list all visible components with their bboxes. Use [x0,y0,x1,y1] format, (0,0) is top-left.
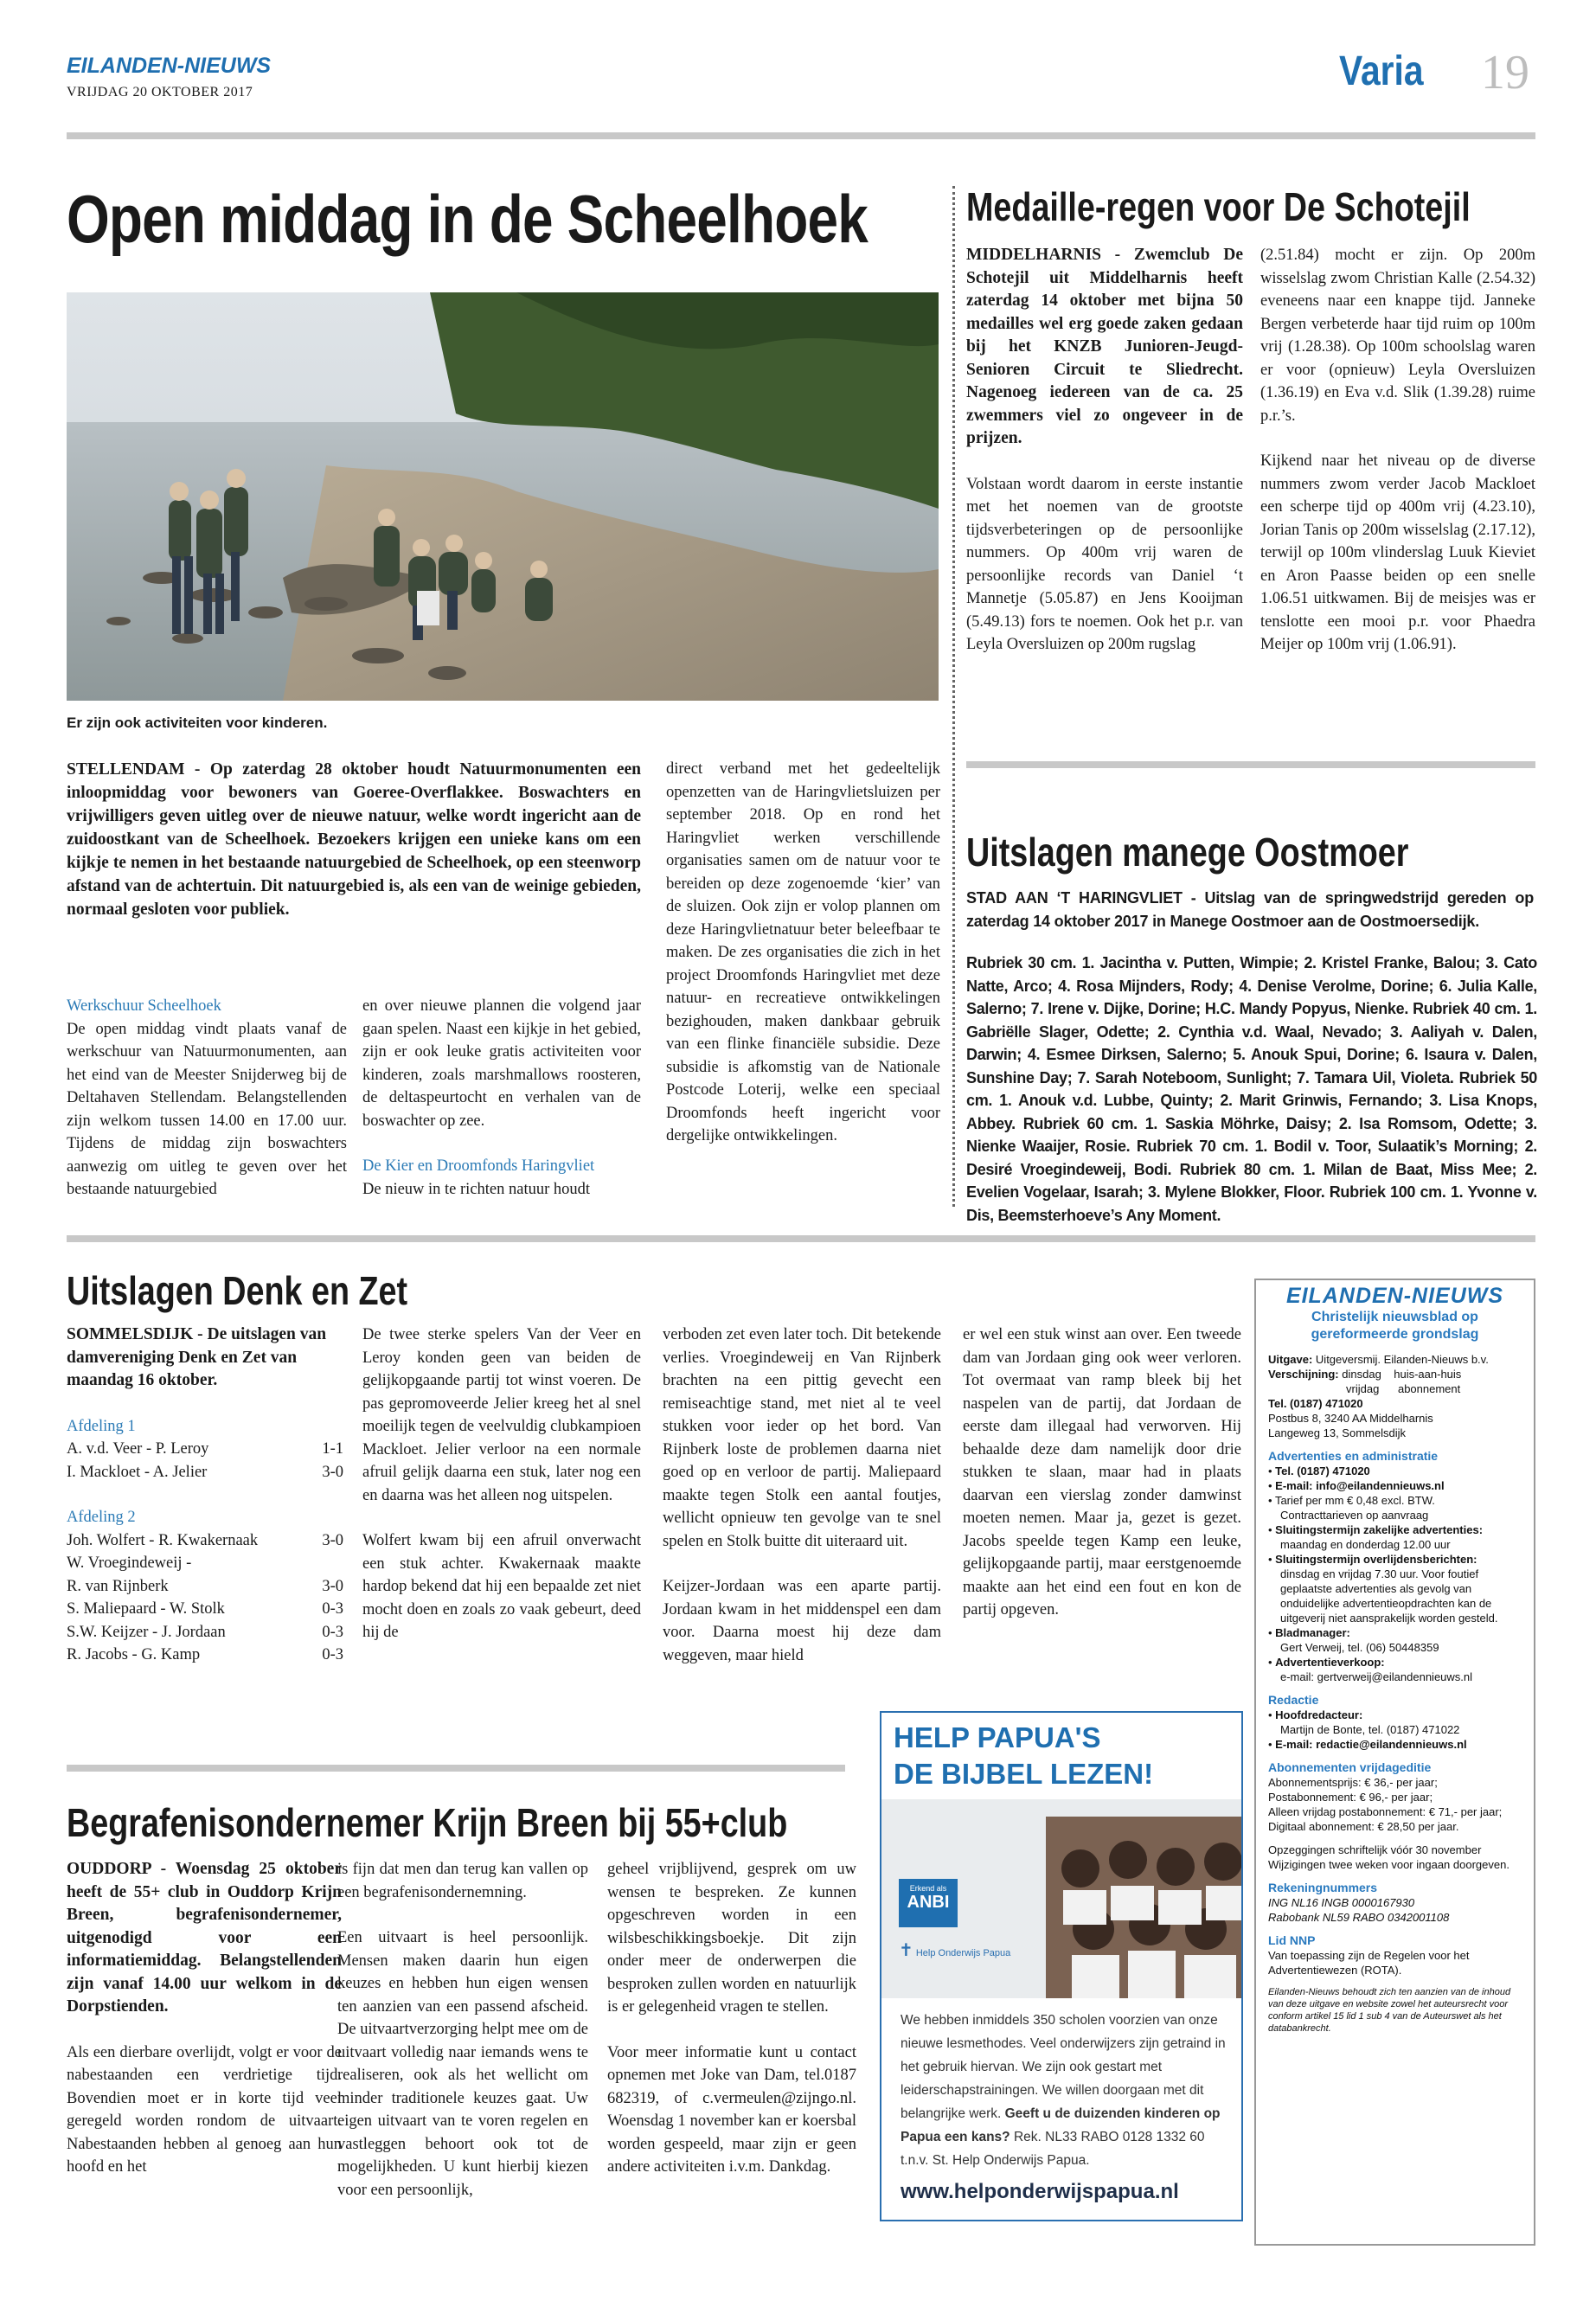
middle-rule [67,1235,1535,1242]
colophon-nnp: Van toepassing zijn de Regelen voor het Advertentiewezen (ROTA). [1268,1949,1470,1977]
article1-col2b-text: De nieuw in te richten natuur houdt [362,1180,591,1198]
colophon-adv4b: maandag en donderdag 12.00 uur [1280,1538,1451,1551]
colophon-adv4: • Sluitingstermijn zakelijke advertenties: [1268,1523,1484,1536]
article4-c2p2: Wolfert kwam bij een afruil onverwacht een stuk achter. Kwakernaak maakte hardop bekend dat hij een bepaalde zet niet mocht doen en zoals zo vaak gebeurt, deed hij de [362,1532,641,1641]
column-divider [952,186,955,1207]
colophon-red2: • E-mail: redactie@eilandennieuws.nl [1268,1738,1467,1751]
colophon-abo1: Abonnementsprijs: € 36,- per jaar; [1268,1776,1438,1789]
article3-headline: Uitslagen manege Oostmoer [966,830,1409,875]
section-title: Varia [1339,48,1424,94]
article5-col1 [67,1858,342,2179]
colophon-h-red: Redactie [1268,1693,1319,1707]
colophon-adv3b: Contracttarieven op aanvraag [1280,1509,1429,1522]
help-onderwijs-papua-logo: ✝ Help Onderwijs Papua [899,1941,1011,1960]
colophon-abo5: Opzeggingen schriftelijk vóór 30 november [1268,1843,1482,1856]
colophon-uitgave: Uitgave: Uitgeversmij. Eilanden-Nieuws b.v. [1268,1353,1489,1366]
article1-col2 [362,995,641,1201]
colophon-rek1: ING NL16 INGB 0000167930 [1268,1896,1415,1909]
table-row: S. Maliepaard - W. Stolk 0-3 [67,1600,343,1618]
page-number: 19 [1481,46,1529,99]
colophon-red1b: Martijn de Bonte, tel. (0187) 471022 [1280,1723,1460,1736]
article3-body: Rubriek 30 cm. 1. Jacintha v. Putten, Wimpie; 2. Kristel Franke, Balou; 3. Cato Natte, Arco; 4. Rosa Mijnders, Rody; 4. Denise Verolme, Dorine; 6. Julia Kalle, Salerno; 7. Irene v. Dijke, Dorine; H.C. Mandy Popyus, Nienke. Rubriek 40 cm. 1. Gabriëlle Slager, Odette; 2. Cynthia v.d. Waal, Nevado; 3. Aaliyah v. Dalen, Darwin; 4. Esmee Dirksen, Salerno; 5. Anouk Spui, Dorine; 6. Isaura v. Dalen, Sunshine Day; 7. Sarah Noteboom, Sunlight; 7. Tamara Uil, Violeta. Rubriek 50 cm. 1. Anouk v.d. Lubbe, Quinty; 2. Marit Grinwis, Fernando; 3. Lisa Knops, Abbey. Rubriek 60 cm. 1. Saskia Möhrke, Daisy; 2. Isa Romsom, Odette; 3. Nienke Waaijer, Rosie. Rubriek 70 cm. 1. Bodil v. Toor, Sulaatik’s Morning; 2. Desiré Vroegindeweij, Bodi. Rubriek 80 cm. 1. Milan de Baat, Miss Mee; 2. Evelien Vogelaar, Isarah; 3. Mylene Blokker, Floor. Rubriek 100 cm. 1. Yvonne v. Dis, Beemsterhoeve’s Any Moment. [966,954,1537,1224]
top-rule [67,132,1535,139]
article5-c3p2: Voor meer informatie kunt u contact opnemen met Joke van Dam, tel.0187 682319, of c.vermeulen@zijngo.nl. Woensdag 1 november kan er koersbal worden gespeeld, maar zijn er geen andere activiteiten i.v.m. Dankdag. [607,2043,856,2176]
colophon-adv5: • Sluitingstermijn overlijdensberichten: [1268,1553,1477,1566]
article4-div1: Afdeling 1 [67,1417,136,1435]
colophon-adv6: • Bladmanager: [1268,1626,1350,1639]
article2-p2: (2.51.84) mocht er zijn. Op 200m wisselslag zwom Christian Kalle (2.54.32) eveneens naar een knappe tijd. Janneke Bergen verbeterde haar tijd ruim op 100m vrij (1.28.38). Op 100m schoolslag waren er voor (opnieuw) Leyla Oversluizen (1.36.19) en Eva v.d. Slik (1.39.28) ruime p.r.’s. [1260,247,1535,425]
article5-col2 [337,1858,588,2202]
colophon-red1: • Hoofdredacteur: [1268,1708,1363,1721]
colophon-tel: Tel. (0187) 471020 [1268,1397,1363,1410]
article1-col1 [67,995,347,1202]
article5-c1p2: Als een dierbare overlijdt, volgt er voor de nabestaanden een verdrietige tijd. Bovendien moet er in korte tijd veel geregeld worden rondom de uitvaart. Nabestaanden hebben al genoeg aan hun hoofd en het [67,2043,342,2176]
article2-p3: Kijkend naar het niveau op de diverse nummers zwom verder Jacob Mackloet een scherpe tijd op 400m vrij (4.23.10), Jorian Tanis op 200m wisselslag (2.17.12), terwijl op 100m vlinderslag Luuk Kieviet en Aron Paasse beiden op een snelle 1.06.51 uitkwamen. Bij de meisjes was er tenslotte een mooi p.r. voor Phaedra Meijer op 100m vrij (1.06.91). [1260,452,1535,653]
colophon-h-rek: Rekeningnummers [1268,1881,1378,1894]
masthead-brand[interactable]: EILANDEN-NIEUWS [67,54,272,78]
colophon-adv3: • Tarief per mm € 0,48 excl. BTW. [1268,1494,1435,1507]
article3-rule [966,761,1535,768]
anbi-badge: Erkend als ANBI [899,1879,958,1927]
colophon-adv7: • Advertentieverkoop: [1268,1656,1385,1669]
colophon-adv2: • E-mail: info@eilandennieuws.nl [1268,1479,1445,1492]
article4-div2: Afdeling 2 [67,1509,136,1526]
article3-lead: STAD AAN ‘T HARINGVLIET - Uitslag van de springwedstrijd gereden op zaterdag 14 oktober 2017 in Manege Oostmoer aan de Oostmoersedijk. [966,889,1534,930]
table-row: R. Jacobs - G. Kamp 0-3 [67,1646,343,1663]
colophon-adres: Langeweg 13, Sommelsdijk [1268,1426,1406,1439]
article5-lead: OUDDORP - Woensdag 25 oktober heeft de 55+ club in Ouddorp Krijn Breen, begrafenisondernemer, uitgenodigd voor een informatiemiddag. Belangstellenden zijn vanaf 14.00 uur welkom in de Dorpstienden. [67,1860,342,2016]
article1-photo [67,292,939,701]
article1-subhead2: De Kier en Droomfonds Haringvliet [362,1157,595,1175]
table-row: R. van Rijnberk 3-0 [67,1577,343,1595]
colophon-abo4: Digitaal abonnement: € 28,50 per jaar. [1268,1820,1459,1833]
article4-c3p1: verboden zet even later toch. Dit betekende verlies. Vroegindeweij en Van Rijnberk brachten na een pittig gevecht een remiseachtige stand, met niet al te veel stukken voor ieder op het bord. Van Rijnberk loste de problemen daarna niet goed op en verloor de partij. Maliepaard maakte tegen Stolk een aantal foutjes, wellicht opnieuw ten gevolge van te snel spelen en Stolk buitte dit uiteraard uit. [663,1326,941,1550]
article5-headline: Begrafenisondernemer Krijn Breen bij 55+club [67,1800,788,1845]
photo-lake-scene [67,292,939,701]
ad-help-papua[interactable] [880,1711,1243,2221]
article4-headline: Uitslagen Denk en Zet [67,1268,408,1313]
article4-col3 [663,1324,941,1667]
colophon-adv5b: dinsdag en vrijdag 7.30 uur. Voor foutief geplaatste advertenties als gevolg van onduidelijke advertentieopdrachten kan de uitgeverij niet aansprakelijk worden gesteld. [1280,1567,1498,1625]
colophon-h-abo: Abonnementen vrijdageditie [1268,1760,1432,1774]
article1-headline: Open middag in de Scheelhoek [67,181,868,257]
ad-text: We hebben inmiddels 350 scholen voorzien van onze nieuwe lesmethodes. Veel onderwijzers zijn getraind in het gebruik hiervan. We zijn ook gestart met leiderschapstrainingen. We willen doorgaan met dit belangrijke werk. Geeft u de duizenden kinderen op Papua een kans? Rek. NL33 RABO 0128 1332 60 t.n.v. St. Help Onderwijs Papua. [901,2013,1226,2168]
article2-lead: MIDDELHARNIS - Zwemclub De Schotejil uit Middelharnis heeft zaterdag 14 oktober met bijna 50 medailles wel erg goede zaken gedaan bij het KNZB Junioren-Jeugd-Senioren Circuit te Sliedrecht. Nagenoeg iedereen van de ca. 25 zwemmers viel zo ongeveer in de prijzen. [966,246,1243,447]
article5-rule [67,1765,845,1772]
colophon-h-nnp: Lid NNP [1268,1933,1316,1947]
table-row: S.W. Keijzer - J. Jordaan 0-3 [67,1623,343,1641]
article1-subhead1: Werkschuur Scheelhoek [67,997,221,1015]
article4-c2p1: De twee sterke spelers Van der Veer en Leroy konden geen van beiden de gelijkopgaande partij tot winst voeren. De pas gepromoveerde Jelier kreeg het al snel moeilijk tegen de veelvuldig clubkampioen Mackloet. Jelier verloor na een normale afruil gelijk daarna een stuk, later nog een en daarna was het alleen nog uitspelen. [362,1326,641,1504]
article4-col4: er wel een stuk winst aan over. Een tweede dam van Jordaan ging ook weer verloren. Tot overmaat van ramp bleek bij het naspelen van de partij, dat Jordaan de eerste dam illegaal had verworven. Hij behaalde deze dam namelijk door drie stukken te slaan, maar had in plaats daarvan een vierslag zonder damwinst moeten nemen. Maar ja, gezet is gezet. Jacobs speelde tegen Kamp een leuke, gelijkopgaande partij, maar eerstgenoemde maakte aan het eind een fout en kon de partij opgeven. [963,1326,1241,1618]
article1-caption: Er zijn ook activiteiten voor kinderen. [67,715,328,731]
article5-c3p1: geheel vrijblijvend, gesprek om uw wensen te bespreken. Ze kunnen opgeschreven worden in een wilsbeschikkingsboekje. Dit zijn onder meer de onderwerpen die besproken zullen worden en natuurlijk is er gelegenheid vragen te stellen. [607,1861,856,2016]
colophon-verschijning2: vrijdag abonnement [1346,1382,1461,1395]
article1-col3: direct verband met het gedeeltelijk openzetten van de Haringvlietsluizen per september 2018. Op en rond het Haringvliet werken verschillende organisaties samen om de natuur voor te bereiden op deze zogenoemde ‘kier’ van de sluizen. Ook zijn er volop plannen om deze Haringvlietnatuur beter beleefbaar te maken. De zes organisaties die zich in het project Droomfonds Haringvliet met deze natuur- en recreatieve ontwikkelingen bezighouden, maken dankbaar gebruik van een flinke financiële subsidie. Deze subsidie is afkomstig van de Nationale Postcode Loterij, welke een speciaal Droomfonds heeft ingericht voor dergelijke ontwikkelingen. [666,760,940,1144]
ad-title-2: DE BIJBEL LEZEN! [894,1758,1154,1790]
colophon-adv1: • Tel. (0187) 471020 [1268,1465,1370,1477]
article2-p1: Volstaan wordt daarom in eerste instantie met het noemen van de grootste tijdsverbeteringen op de persoonlijke nummers. Op 400m vrij waren de persoonlijke records van Daniel ‘t Mannetje (5.05.87) en Jens Kooijman (5.49.13) fors te noemen. Ook het p.r. van Leyla Oversluizen op 200m rugslag [966,475,1243,653]
colophon-postbus: Postbus 8, 3240 AA Middelharnis [1268,1412,1433,1425]
article4-col1 [67,1324,343,1667]
table-row: Joh. Wolfert - R. Kwakernaak 3-0 [67,1531,343,1549]
masthead-date: VRIJDAG 20 OKTOBER 2017 [67,85,253,99]
article5-c2p1: is fijn dat men dan terug kan vallen op een begrafenisondernemning. [337,1861,588,1901]
colophon-abo3: Alleen vrijdag postabonnement: € 71,- per jaar; [1268,1805,1503,1818]
article5-c2p2: Een uitvaart is heel persoonlijk. Mensen maken daarin hun eigen keuzes en hebben hun eigen wensen ten aanzien van een passend afscheid. De uitvaartverzorging helpt mee om de uitvaart volledig naar iemands wens te realiseren, ook als het wellicht om minder traditionele keuzes gaat. Uw eigen uitvaart van te voren regelen en vastleggen behoort ook tot de mogelijkheden. U kunt hierbij kiezen voor een persoonlijk, [337,1929,588,2199]
colophon-adv6b: Gert Verweij, tel. (06) 50448359 [1280,1641,1439,1654]
colophon-disclaimer: Eilanden-Nieuws behoudt zich ten aanzien van de inhoud van deze uitgave en website zowel het auteursrecht voor conform artikel 15 lid 1 sub 4 van de Auteurswet als het databankrecht. [1268,1987,1511,2034]
article1-col1-text: De open middag vindt plaats vanaf de werkschuur van Natuurmonumenten, aan het eind van de Meester Snijderweg bij de Deltahaven Stellendam. Belangstellenden zijn welkom tussen 14.00 en 17.00 uur. Tijdens de middag zijn boswachters aanwezig om uitleg te geven over het bestaande natuurgebied [67,1020,347,1198]
article2-col2 [1260,244,1535,657]
colophon-verschijning: Verschijning: dinsdag huis-aan-huis [1268,1368,1462,1381]
colophon-abo6: Wijzigingen twee weken voor ingaan doorgeven. [1268,1858,1509,1871]
ad-url[interactable]: www.helponderwijspapua.nl [901,2180,1179,2203]
article4-col2 [362,1324,641,1644]
article1-lead: STELLENDAM - Op zaterdag 28 oktober houdt Natuurmonumenten een inloopmiddag voor bewoners van Goeree-Overflakkee. Boswachters en vrijwilligers geven uitleg over de nieuwe natuur, welke wordt ingericht aan de zuidoostkant van de Scheelhoek. Bezoekers krijgen een unieke kans om een kijkje te nemen in het bestaande natuurgebied de Scheelhoek, op een steenworp afstand van de achtertuin. Dit natuurgebied is, als een van de weinige gebieden, normaal gesloten voor publiek. [67,760,641,919]
article1-col2-text: en over nieuwe plannen die volgend jaar gaan spelen. Naast een kijkje in het gebied, zijn er ook leuke gratis activiteiten voor kinderen, zoals marshmallows roosteren, de deltaspeurtocht en verhalen van de boswachter op zee. [362,997,641,1130]
colophon-abo2: Postabonnement: € 96,- per jaar; [1268,1791,1433,1804]
article2-col1 [966,244,1243,657]
article4-c3p2: Keijzer-Jordaan was een aparte partij. Jordaan kwam in het middenspel een dam voor. Daarna moest hij deze dam weggeven, maar hield [663,1578,941,1664]
article4-table2 [67,1529,343,1667]
colophon-tagline: Christelijk nieuwsblad op gereformeerde grondslag [1311,1310,1479,1342]
table-row: I. Mackloet - A. Jelier 3-0 [67,1463,343,1481]
colophon-h-adv: Advertenties en administratie [1268,1449,1439,1463]
article5-col3 [607,1858,856,2179]
colophon-adv7b: e-mail: gertverweij@eilandennieuws.nl [1280,1670,1473,1683]
table-row: A. v.d. Veer - P. Leroy 1-1 [67,1440,343,1458]
colophon-brand: EILANDEN-NIEUWS [1285,1284,1504,1308]
colophon-box [1254,1279,1535,2246]
table-row: W. Vroegindeweij - [67,1554,192,1572]
colophon-rek2: Rabobank NL59 RABO 0342001108 [1268,1911,1450,1924]
ad-title-1: HELP PAPUA'S [894,1721,1101,1753]
article2-headline: Medaille-regen voor De Schotejil [966,184,1471,229]
article4-lead: SOMMELSDIJK - De uitslagen van damvereniging Denk en Zet van maandag 16 oktober. [67,1325,327,1389]
article4-table1 [67,1438,343,1484]
